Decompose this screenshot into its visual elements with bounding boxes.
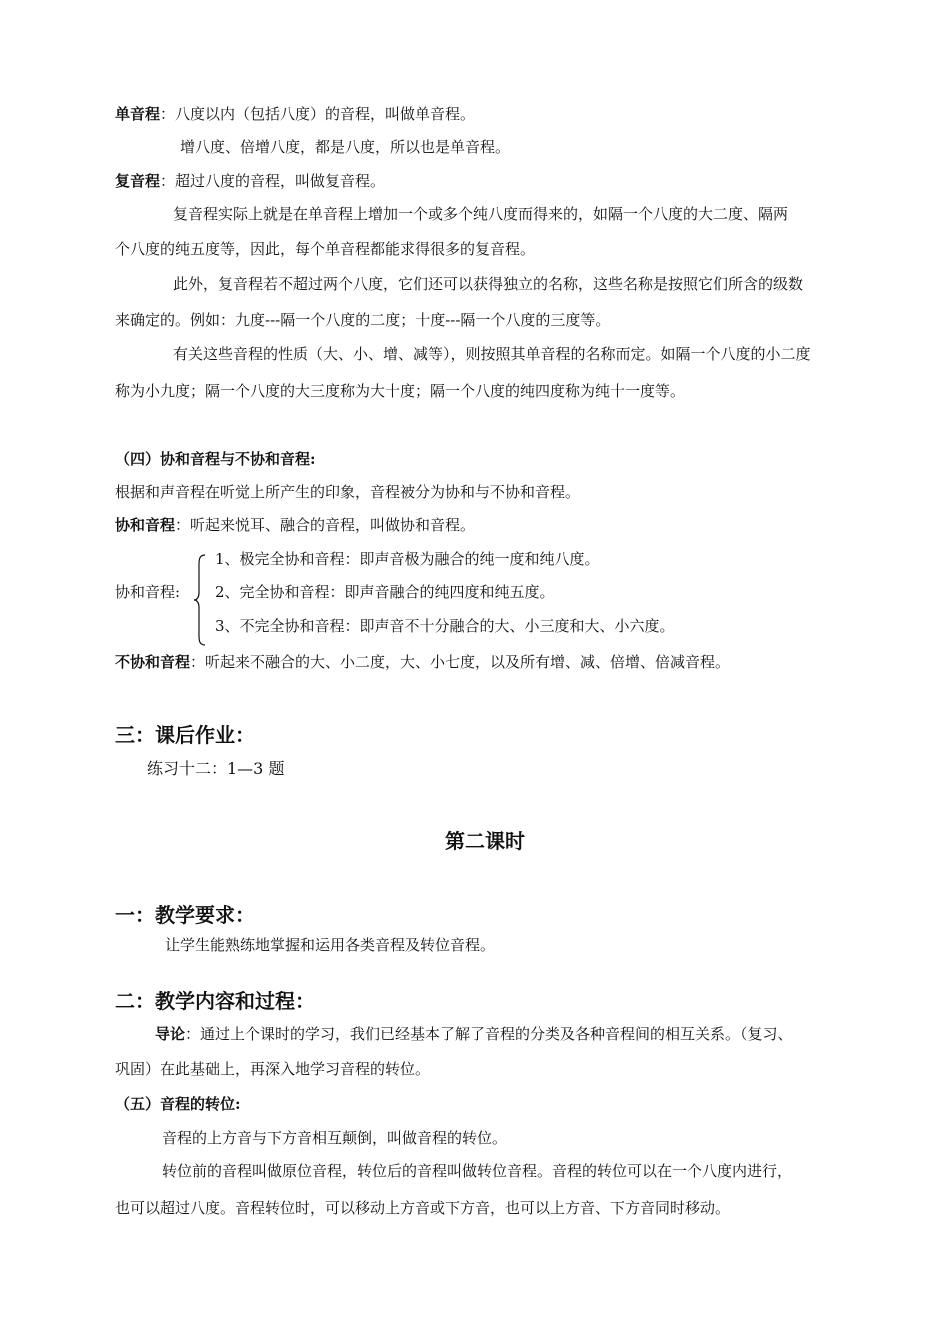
consonant-brace-label: 协和音程: xyxy=(115,583,181,601)
consonant-text: ：听起来悦耳、融合的音程，叫做协和音程。 xyxy=(175,516,476,534)
augmented-octave-line: 增八度、倍增八度，都是八度，所以也是单音程。 xyxy=(180,138,511,156)
content-heading: 二：教学内容和过程： xyxy=(115,989,315,1013)
dissonant-label: 不协和音程 xyxy=(115,653,191,671)
homework-text: 练习十二：1—3 题 xyxy=(147,759,285,778)
quality-para-line-1: 有关这些音程的性质（大、小、增、减等），则按照其单音程的名称而定。如隔一个八度的小二度 xyxy=(173,345,811,363)
inversion-para-line-2: 也可以超过八度。音程转位时，可以移动上方音或下方音，也可以上方音、下方音同时移动。 xyxy=(115,1199,731,1217)
consonant-definition xyxy=(115,515,475,535)
consonant-label: 协和音程 xyxy=(115,516,176,534)
naming-para-line-2: 来确定的。例如：九度---隔一个八度的二度；十度---隔一个八度的三度等。 xyxy=(115,311,611,329)
single-interval-line xyxy=(115,104,475,124)
compound-interval-text: ：超过八度的音程，叫做复音程。 xyxy=(160,172,386,190)
intro-text-1: ：通过上个课时的学习，我们已经基本了解了音程的分类及各种音程间的相互关系。（复习、 xyxy=(185,1025,793,1043)
requirements-text: 让学生能熟练地掌握和运用各类音程及转位音程。 xyxy=(165,936,496,954)
single-interval-label: 单音程 xyxy=(115,105,161,123)
inversion-definition: 音程的上方音与下方音相互颠倒，叫做音程的转位。 xyxy=(162,1129,508,1147)
consonant-item-2: 2、完全协和音程：即声音融合的纯四度和纯五度。 xyxy=(215,583,555,601)
homework-heading: 三：课后作业： xyxy=(115,723,255,747)
consonant-item-1: 1、极完全协和音程：即声音极为融合的纯一度和纯八度。 xyxy=(215,550,600,568)
intro-label: 导论 xyxy=(155,1025,186,1043)
compound-para-line-2: 个八度的纯五度等，因此，每个单音程都能求得很多的复音程。 xyxy=(115,240,536,258)
naming-para-line-1: 此外，复音程若不超过两个八度，它们还可以获得独立的名称，这些名称是按照它们所含的级数 xyxy=(173,275,804,293)
intro-line-2: 巩固）在此基础上，再深入地学习音程的转位。 xyxy=(115,1060,431,1078)
single-interval-text: ：八度以内（包括八度）的音程，叫做单音程。 xyxy=(160,105,476,123)
section-5-heading: （五）音程的转位: xyxy=(115,1095,241,1113)
section-4-heading: （四）协和音程与不协和音程: xyxy=(115,450,316,468)
requirements-heading: 一：教学要求： xyxy=(115,903,255,927)
lesson-2-title: 第二课时 xyxy=(445,829,525,853)
quality-para-line-2: 称为小九度；隔一个八度的大三度称为大十度；隔一个八度的纯四度称为纯十一度等。 xyxy=(115,382,686,400)
compound-interval-line xyxy=(115,171,385,191)
inversion-para-line-1: 转位前的音程叫做原位音程，转位后的音程叫做转位音程。音程的转位可以在一个八度内进行， xyxy=(162,1162,793,1180)
dissonant-definition xyxy=(115,652,730,672)
dissonant-text: ：听起来不融合的大、小二度，大、小七度，以及所有增、减、倍增、倍减音程。 xyxy=(190,653,731,671)
intro-line-1 xyxy=(155,1024,793,1044)
section-4-intro: 根据和声音程在听觉上所产生的印象，音程被分为协和与不协和音程。 xyxy=(115,483,581,501)
compound-para-line-1: 复音程实际上就是在单音程上增加一个或多个纯八度而得来的，如隔一个八度的大二度、隔两 xyxy=(173,205,789,223)
consonant-item-3: 3、不完全协和音程：即声音不十分融合的大、小三度和大、小六度。 xyxy=(215,617,675,635)
compound-interval-label: 复音程 xyxy=(115,172,161,190)
curly-brace-icon xyxy=(192,553,208,647)
